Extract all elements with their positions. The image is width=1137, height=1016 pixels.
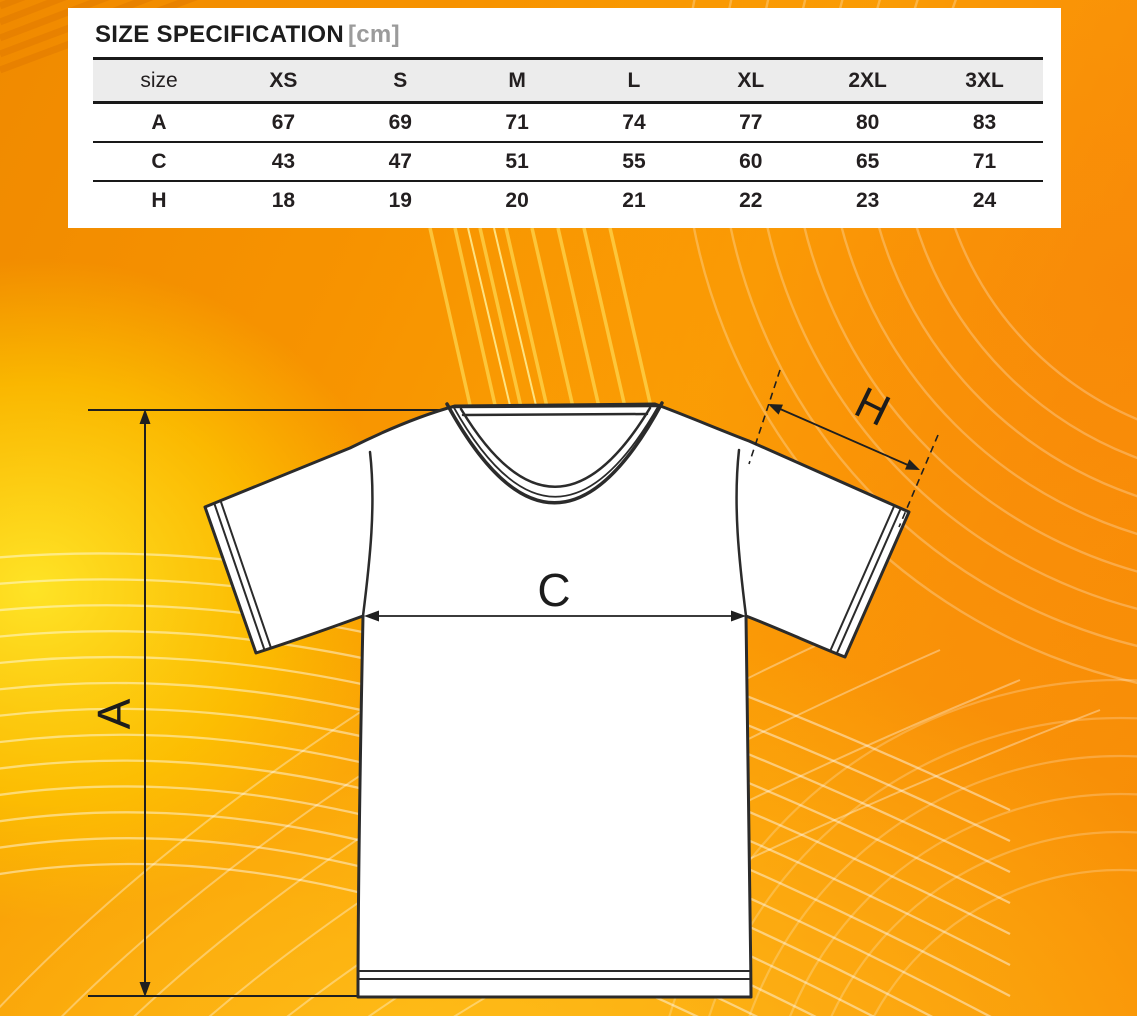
column-header-xl: XL: [692, 59, 809, 103]
size-value-cell: 60: [692, 142, 809, 181]
size-value-cell: 19: [388, 188, 412, 212]
dim-label-c: C: [537, 564, 571, 616]
size-value-cell: 51: [459, 142, 576, 181]
collar-chord-inner: [463, 414, 647, 415]
size-value-cell: 55: [576, 142, 693, 181]
size-value-cell: 22: [739, 188, 763, 212]
arrowhead-a-top: [140, 409, 151, 424]
column-header-2xl: 2XL: [809, 59, 926, 103]
row-label-a: A: [93, 103, 225, 143]
size-spec-title-text: SIZE SPECIFICATION: [95, 21, 344, 48]
size-value-cell: 24: [972, 188, 997, 212]
size-value-cell: 74: [576, 103, 693, 143]
column-header-l: L: [576, 59, 693, 103]
dim-label-h: H: [847, 377, 898, 436]
column-header-xs: XS: [225, 59, 342, 103]
size-value-cell: 43: [225, 142, 342, 181]
column-header-m: M: [459, 59, 576, 103]
row-label-c: C: [93, 142, 225, 181]
dim-ext-h-2: [899, 435, 938, 527]
size-value-cell: 80: [809, 103, 926, 143]
arrowhead-h-left: [768, 404, 783, 415]
size-value-cell: 71: [926, 142, 1043, 181]
size-value-cell: 71: [459, 103, 576, 143]
size-value-cell: 77: [692, 103, 809, 143]
size-value-cell: 23: [855, 188, 880, 212]
dim-line-a: [88, 409, 151, 997]
column-header-s: S: [342, 59, 459, 103]
size-value-cell: 21: [622, 188, 646, 212]
size-value-cell: 83: [926, 103, 1043, 143]
size-value-cell: 65: [809, 142, 926, 181]
column-header-3xl: 3XL: [926, 59, 1043, 103]
dim-label-a: A: [88, 698, 140, 730]
arrowhead-h-right: [905, 459, 920, 470]
size-value-cell: 69: [342, 103, 459, 143]
size-value-cell: 47: [342, 142, 459, 181]
arrowhead-a-bottom: [140, 982, 151, 997]
tshirt-outline: [205, 404, 909, 997]
collar-chord-outer: [451, 406, 658, 407]
column-header-size: size: [93, 59, 225, 103]
row-label-h: H: [151, 188, 167, 212]
size-value-cell: 18: [271, 188, 296, 212]
size-value-cell: 20: [505, 188, 529, 212]
size-spec-unit: [cm]: [347, 21, 400, 48]
size-value-cell: 67: [225, 103, 342, 143]
